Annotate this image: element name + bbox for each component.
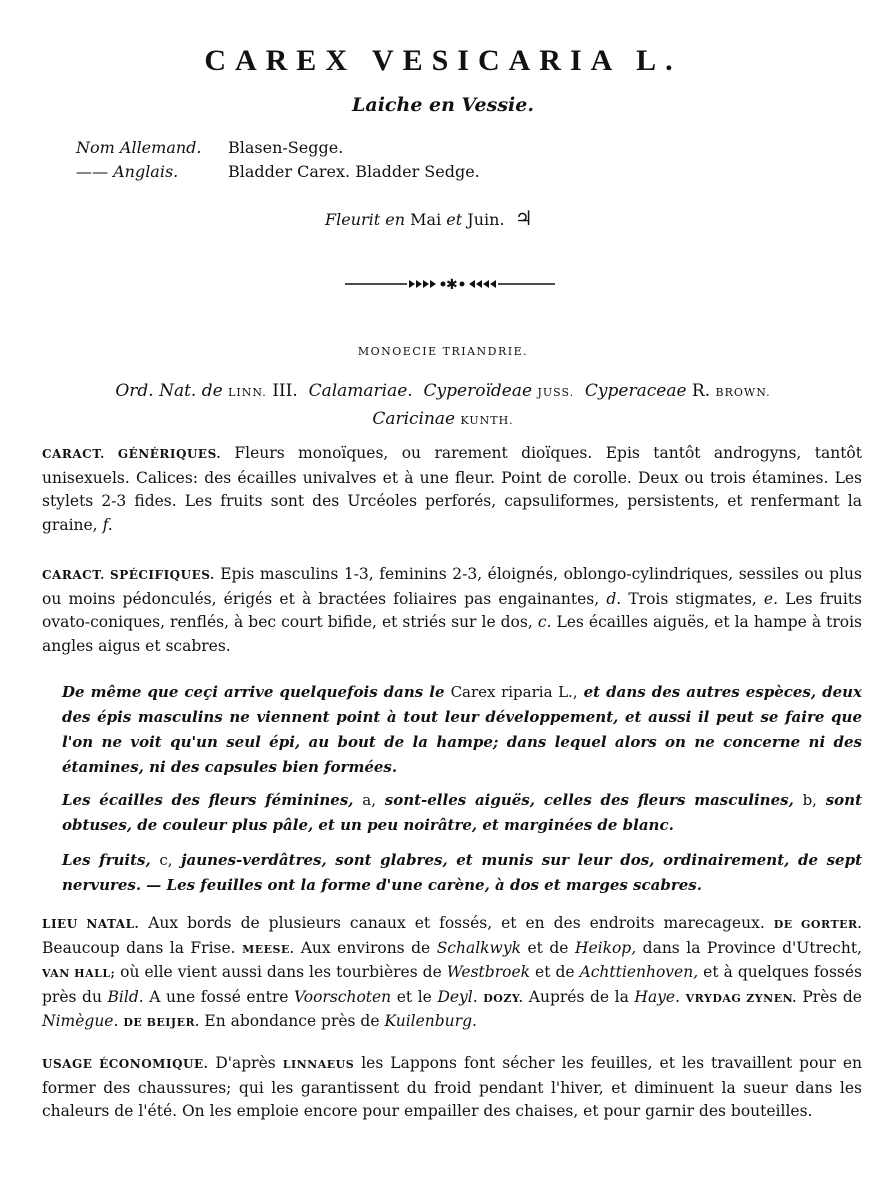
section-lead: USAGE ÉCONOMIQUE. xyxy=(42,1057,209,1071)
author: VRYDAG ZYNEN. xyxy=(685,991,797,1005)
section-text: et de xyxy=(535,963,575,981)
author-r: R. xyxy=(691,381,711,401)
flowering-line xyxy=(325,206,533,230)
author: LINNAEUS xyxy=(282,1058,355,1071)
taxon-caricinae: Caricinae xyxy=(372,409,456,429)
section-text: Auprés de la xyxy=(528,987,629,1006)
section-text: et à quelques fossés près du xyxy=(42,963,862,1006)
section-text: Les écailles aiguës, et la hampe à trois angles aigus et scabres. xyxy=(42,613,862,655)
author: DE BEIJER. xyxy=(123,1016,200,1029)
perennial-symbol: ♃ xyxy=(514,206,533,230)
author: VAN HALL; xyxy=(42,967,116,980)
section-text: les Lappons font sécher les feuilles, et les travaillent pour en former des chaussures; qui les garantissent du froid pendant l'hiver, et diminuent la sueur dans les chaleurs de l'été. On les emploie encore pour empailler des chaises, et pour garnir des bouteilles. xyxy=(42,1054,862,1120)
name-row-english xyxy=(76,160,480,184)
observation-2 xyxy=(62,788,862,838)
place-name: Bild. xyxy=(107,987,144,1006)
place-name: Schalkwyk xyxy=(436,938,521,957)
place-name: Deyl. xyxy=(437,987,478,1006)
flowering-month: Mai xyxy=(410,210,442,229)
obs-text: Les écailles des fleurs féminines, xyxy=(62,791,354,809)
section-text: Aux environs de xyxy=(300,938,431,957)
page-title: CAREX VESICARIA L. xyxy=(204,44,682,77)
obs-text: jaunes-verdâtres, sont glabres, et munis sur leur dos, ordinairement, de sept nervures. — Les feuilles ont la forme d'une carène, à dos et marges scabres. xyxy=(62,851,862,894)
specific-characters xyxy=(42,563,862,658)
place-name: Kuilenburg. xyxy=(384,1012,477,1030)
taxon-cyperoideae: Cyperoïdeae xyxy=(423,381,533,401)
section-text: et de xyxy=(527,938,569,957)
flowering-verb: Fleurit xyxy=(325,210,381,229)
obs-text: De même que ceçi arrive quelquefois dans le xyxy=(62,683,445,701)
name-value: Bladder Carex. Bladder Sedge. xyxy=(228,162,480,181)
author-linn: LINN. xyxy=(228,386,267,399)
svg-text:✱: ✱ xyxy=(446,277,458,292)
section-lead: LIEU NATAL. xyxy=(42,917,140,931)
place-name: Haye. xyxy=(634,987,681,1006)
section-text: A une fossé entre xyxy=(149,987,289,1006)
place-name: Achttienhoven, xyxy=(579,963,699,981)
section-text: Fleurs monoïques, ou rarement dioïques. Epis tantôt androgyns, tantôt unisexuels. Calices: des écailles univalves et à une fleur. Point de corolle. Deux ou trois étamines. Les stylets 2-3 fides. Les fruits sont des Urcéoles perforés, capsuliformes, persistents, et renfermant la graine, xyxy=(42,444,862,534)
figure-ref: f. xyxy=(102,515,113,534)
section-text: D'après xyxy=(215,1054,276,1072)
name-row-german xyxy=(76,136,480,160)
section-text: Les fruits ovato-coniques, renflés, à bec court bifide, et striés sur le dos, xyxy=(42,589,863,631)
natural-order xyxy=(60,378,826,434)
flowering-en: en xyxy=(385,210,406,229)
section-lead: CARACT. SPÉCIFIQUES. xyxy=(42,568,215,582)
author-brown: BROWN. xyxy=(715,386,771,399)
place-name: Heikop, xyxy=(574,938,637,957)
economic-usage xyxy=(42,1052,862,1124)
section-text: Trois stigmates, xyxy=(628,589,757,608)
section-text: En abondance près de xyxy=(204,1012,380,1030)
page-subtitle: Laiche en Vessie. xyxy=(352,94,534,116)
section-text: dans la Province d'Utrecht, xyxy=(642,938,862,957)
author: DOZY. xyxy=(483,991,524,1005)
author-kunth: KUNTH. xyxy=(460,414,514,427)
section-text: Epis masculins 1-3, feminins 2-3, éloignés, oblongo-cylindriques, sessiles ou plus ou moins pédonculés, érigés et à bractées foliaires pas engainantes, xyxy=(42,565,862,608)
ornament-divider xyxy=(345,276,555,292)
figure-ref: a, xyxy=(362,791,376,809)
obs-text: Les fruits, xyxy=(62,851,151,869)
figure-ref: b, xyxy=(802,791,817,809)
author-juss: JUSS. xyxy=(537,386,575,399)
flowering-et: et xyxy=(446,210,463,229)
linnaean-class: MONOECIE TRIANDRIE. xyxy=(357,345,529,358)
section-text: Aux bords de plusieurs canaux et fossés, et en des endroits marecageux. xyxy=(148,914,765,932)
author: MEESE. xyxy=(242,942,295,956)
name-label: —— Anglais. xyxy=(76,162,179,181)
figure-ref: c. xyxy=(537,613,552,631)
species-name: Carex riparia L., xyxy=(450,683,578,701)
author: DE GORTER. xyxy=(773,918,862,931)
figure-ref: d. xyxy=(606,589,622,608)
section-text: Près de xyxy=(802,987,862,1006)
order-prefix: Ord. Nat. de xyxy=(115,381,223,401)
obs-text: sont obtuses, de couleur plus pâle, et un peu noirâtre, et marginées de blanc. xyxy=(62,791,863,834)
place-name: Nimègue. xyxy=(42,1012,119,1030)
section-lead: CARACT. GÉNÉRIQUES. xyxy=(42,447,221,461)
section-text: Beaucoup dans la Frise. xyxy=(42,938,236,957)
order-number: III. xyxy=(272,381,298,401)
name-value: Blasen-Segge. xyxy=(228,138,344,157)
name-label: Nom Allemand. xyxy=(76,138,202,157)
habitat-section xyxy=(42,912,862,1035)
obs-text: sont-elles aiguës, celles des fleurs masculines, xyxy=(384,791,794,809)
figure-ref: c, xyxy=(159,851,173,869)
flowering-month2: Juin. xyxy=(467,210,505,229)
section-text: et le xyxy=(396,987,432,1006)
observation-3 xyxy=(62,848,862,898)
generic-characters xyxy=(42,442,862,537)
taxon-calamariae: Calamariae. xyxy=(308,381,413,401)
section-text: où elle vient aussi dans les tourbières de xyxy=(120,963,442,981)
obs-text: et dans des autres espèces, deux des épis masculins ne viennent point à tout leur développement, et aussi il peut se faire que l'on ne voit qu'un seul épi, au bout de la hampe; dans lequel alors on ne concerne ni des étamines, ni des capsules bien formées. xyxy=(62,683,863,776)
place-name: Voorschoten xyxy=(293,987,392,1006)
place-name: Westbroek xyxy=(446,963,531,981)
vernacular-names xyxy=(76,136,480,184)
taxon-cyperaceae: Cyperaceae xyxy=(584,381,687,401)
figure-ref: e. xyxy=(763,589,779,608)
observation-1 xyxy=(62,680,862,780)
